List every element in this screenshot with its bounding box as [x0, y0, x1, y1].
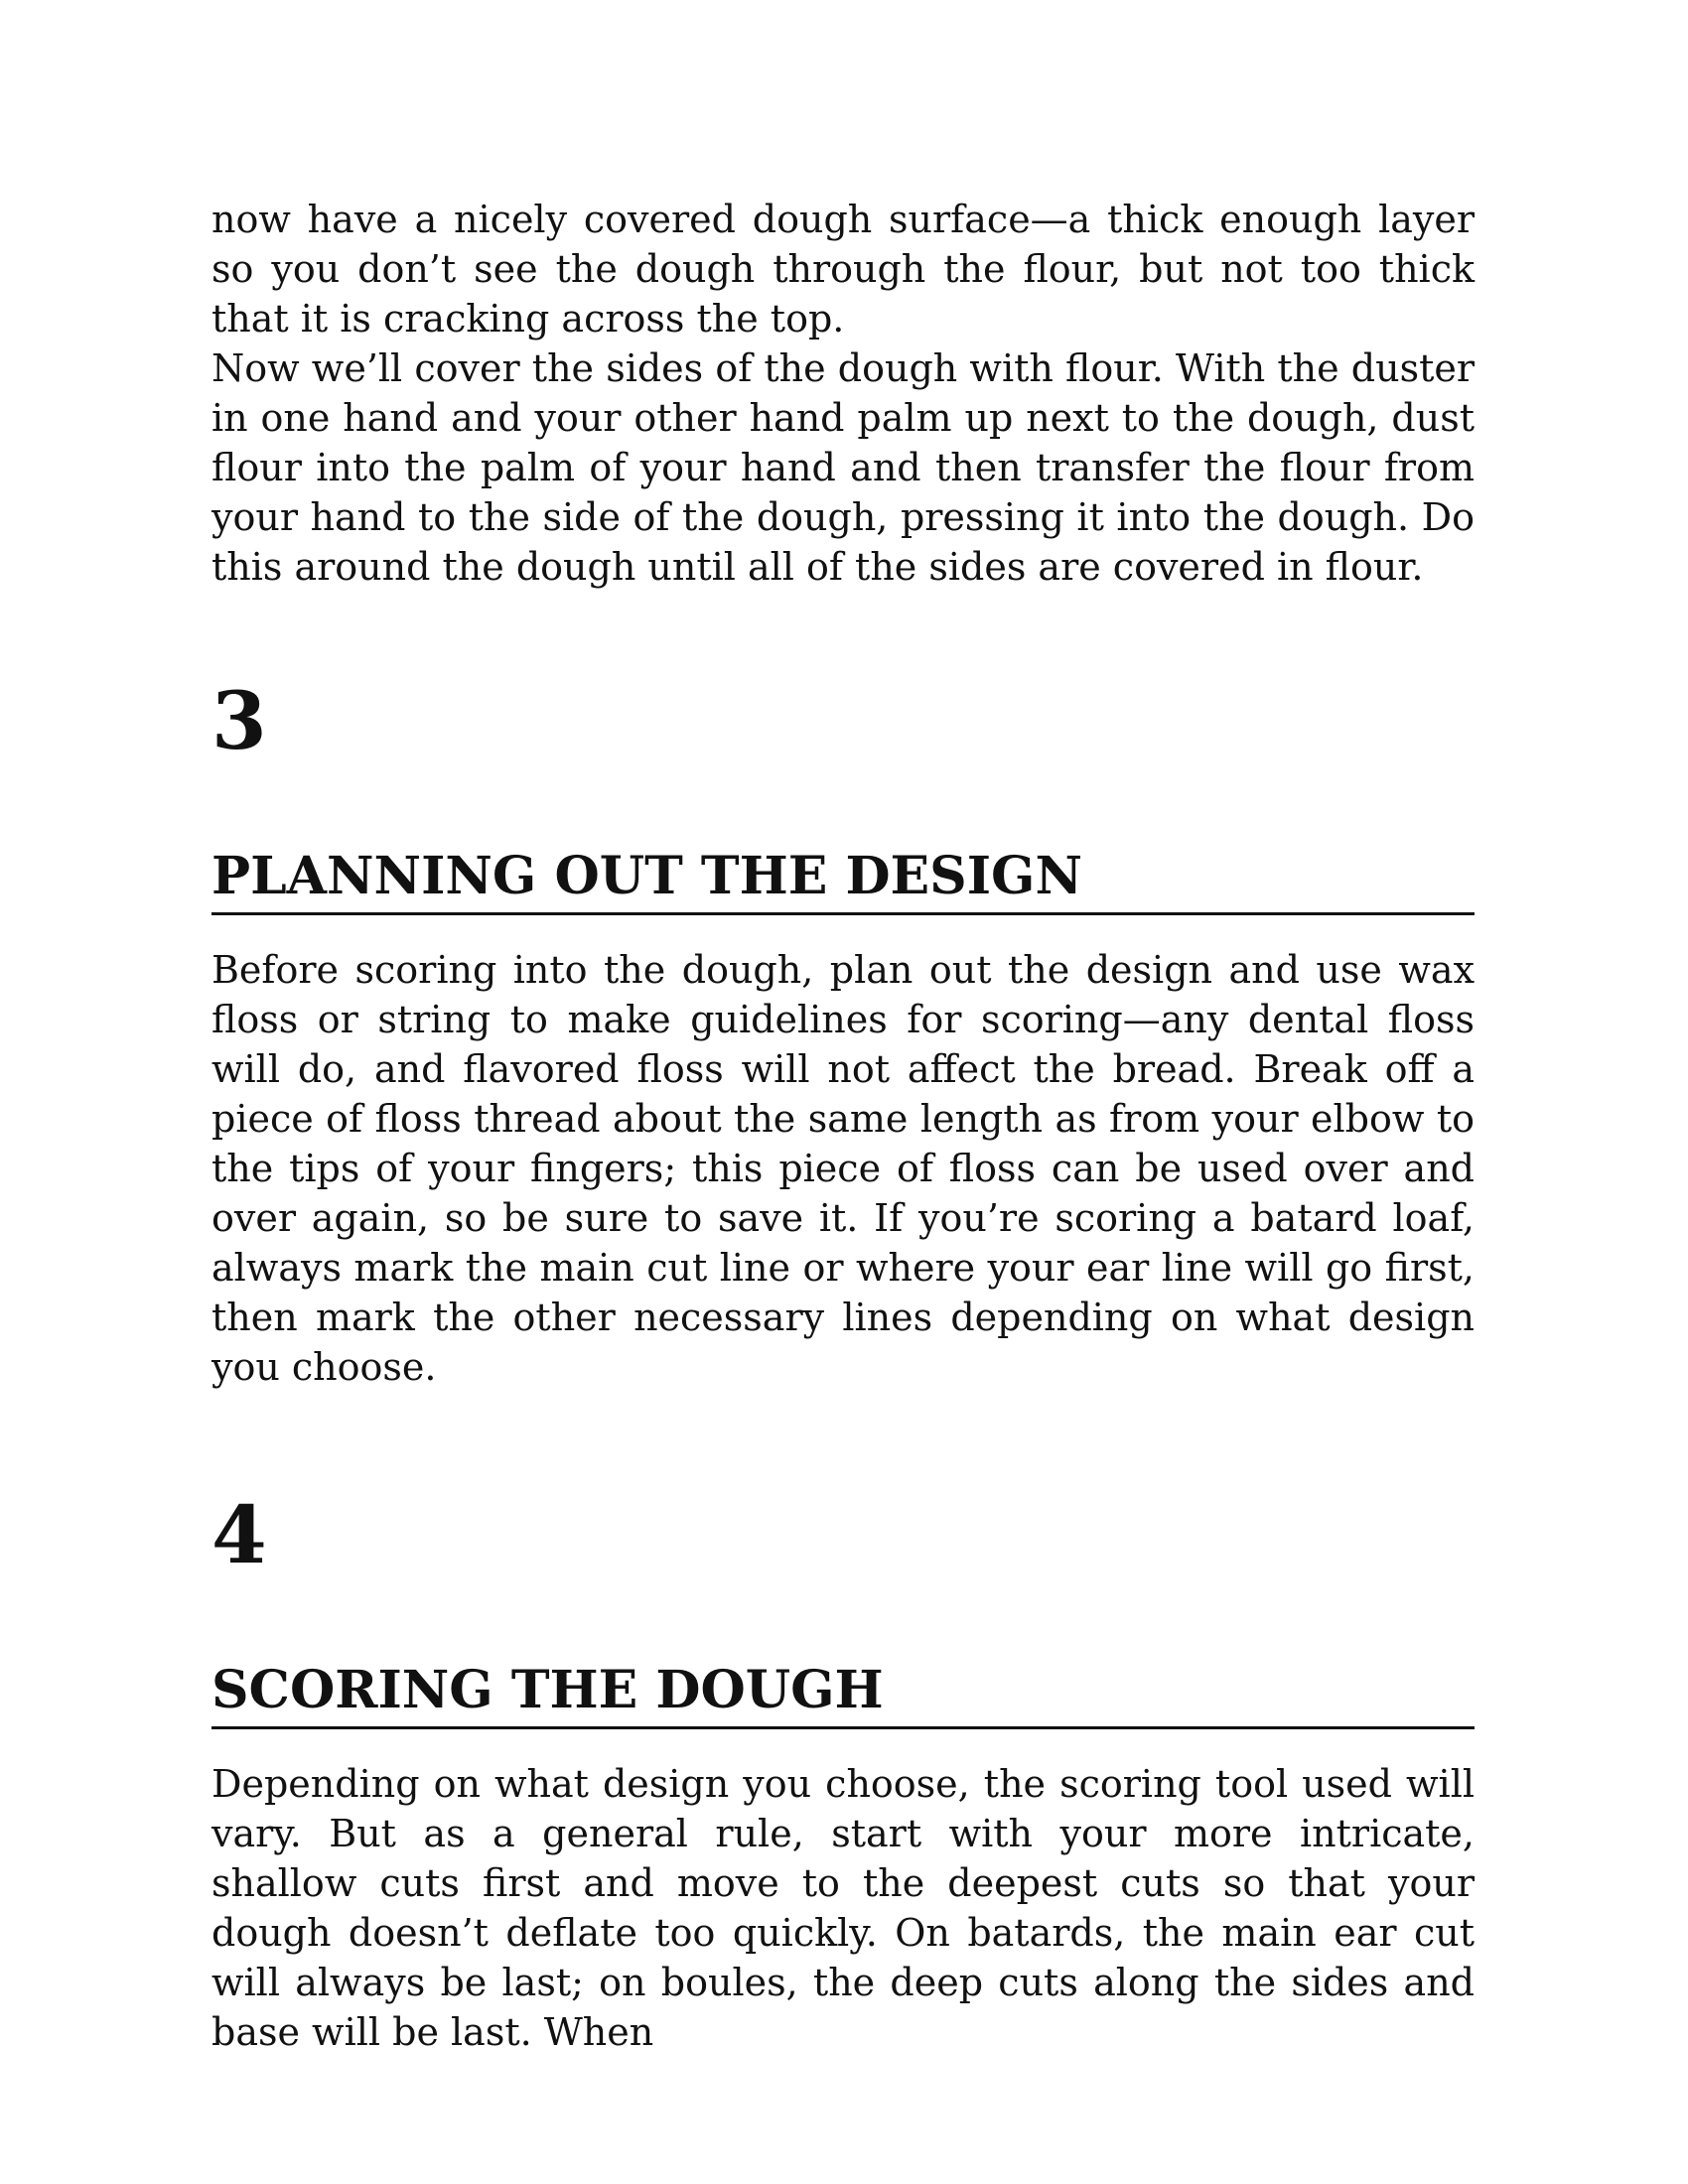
section-body-scoring: Depending on what design you choose, the scoring tool used will vary. But as a general rule, start with your more intricate, shallow cuts first and move to the deepest cuts so that your dough doesn’t deflate too quickly. On batards, the main ear cut will always be last; on boules, the deep cuts along the sides and base will be last. When — [211, 1762, 1475, 2054]
section-body-planning: Before scoring into the dough, plan out the design and use wax floss or string to make guidelines for scoring—any dental floss will do, and flavored floss will not affect the bread. Break off a piece of floss thread about the same length as from your elbow to the tips of your fingers; this piece of floss can be used over and over again, so be sure to save it. If you’re scoring a batard loaf, always mark the main cut line or where your ear line will go first, then mark the other necessary lines depending on what design you choose. — [211, 948, 1475, 1389]
section-heading-scoring: SCORING THE DOUGH — [211, 1661, 1475, 1729]
step-number-4: 4 — [211, 1488, 267, 1581]
section-heading-planning: PLANNING OUT THE DESIGN — [211, 847, 1475, 915]
intro-paragraph-1: now have a nicely covered dough surface—a thick enough layer so you don’t see the dough through the flour, but not too thick that it is cracking across the top. — [211, 198, 1475, 341]
intro-paragraph-2: Now we’ll cover the sides of the dough with flour. With the duster in one hand and your other hand palm up next to the dough, dust flour into the palm of your hand and then transfer the flour from your hand to the side of the dough, pressing it into the dough. Do this around the dough until all of the sides are covered in flour. — [211, 346, 1475, 589]
page-content — [211, 195, 1475, 2057]
step-number-3: 3 — [211, 674, 267, 767]
